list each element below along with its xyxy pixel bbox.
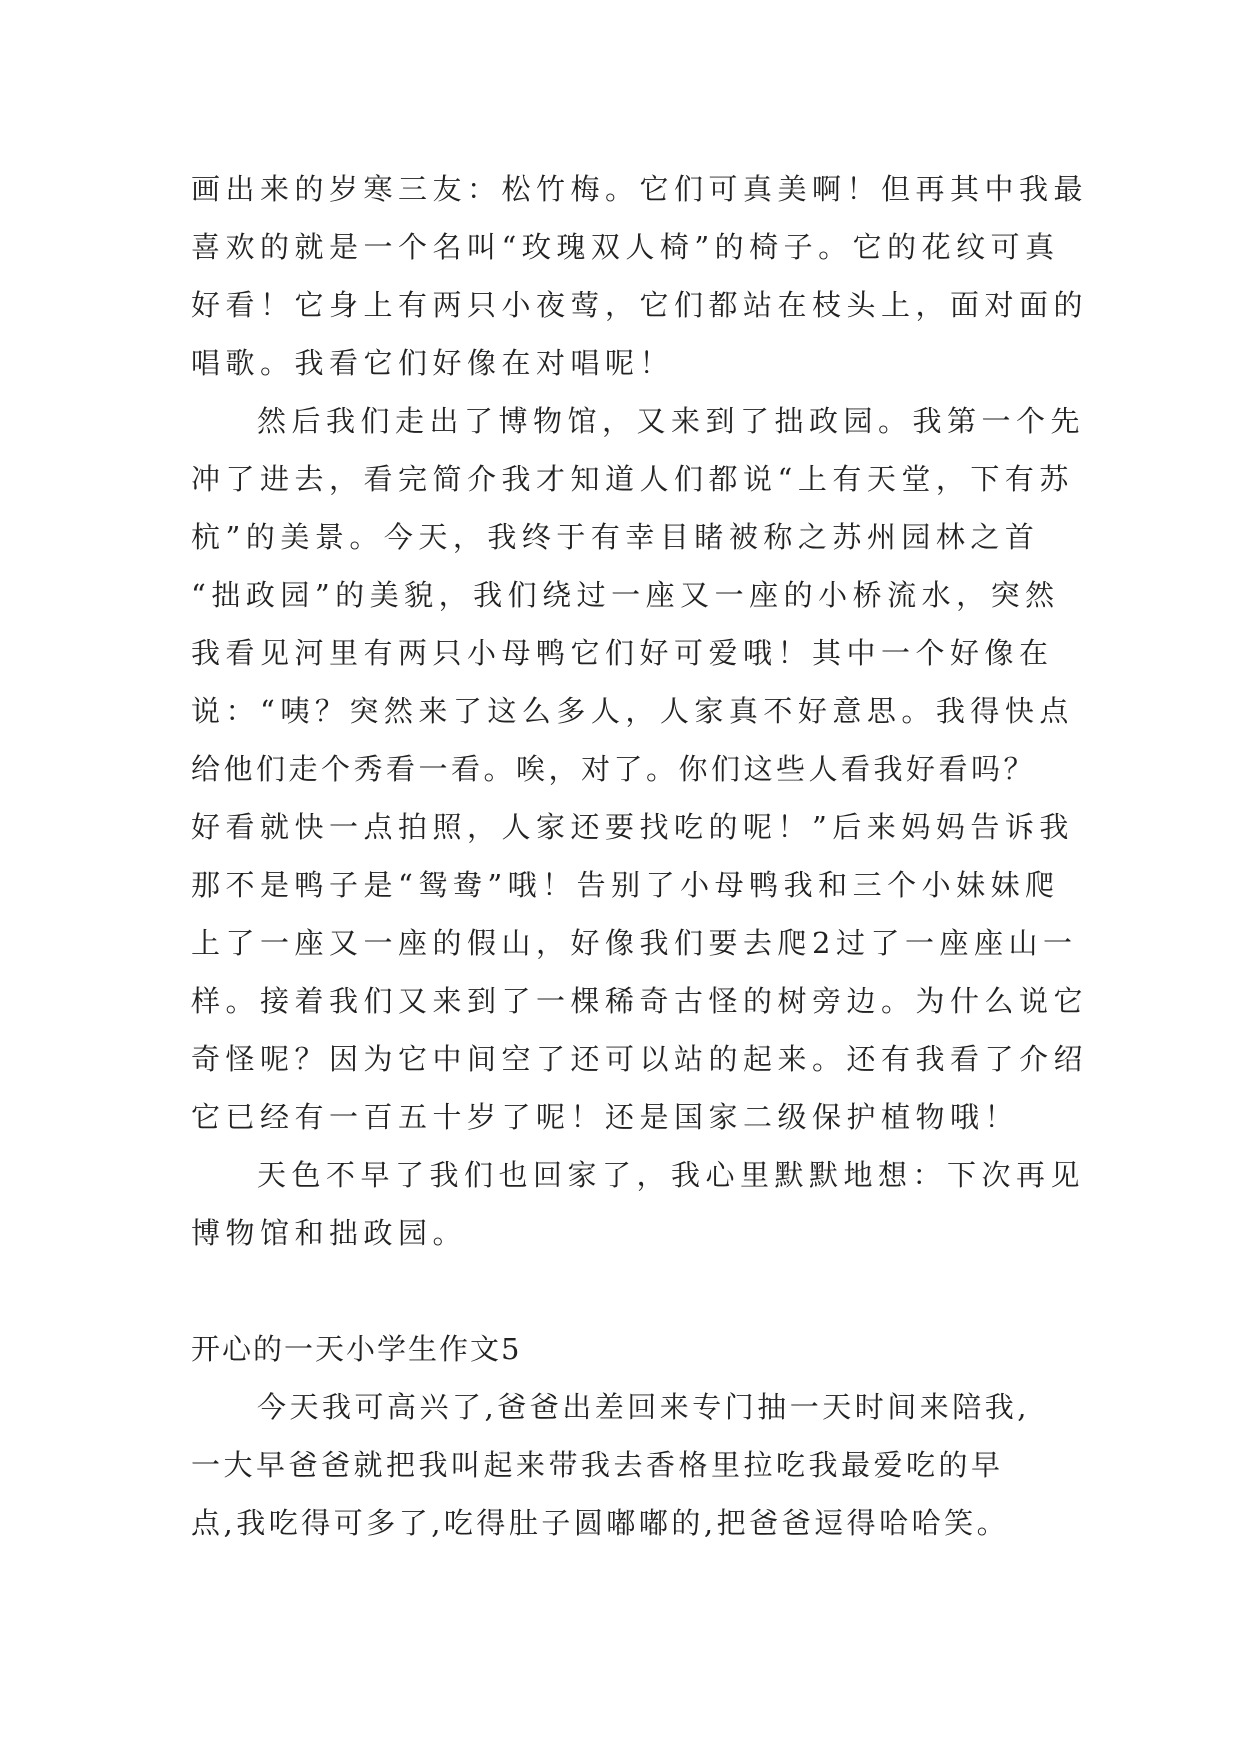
text-line: 今天我可高兴了,爸爸出差回来专门抽一天时间来陪我, <box>257 1390 1030 1424</box>
text-line: 我看见河里有两只小母鸭它们好可爱哦！其中一个好像在 <box>191 636 1054 670</box>
text-line: 奇怪呢？因为它中间空了还可以站的起来。还有我看了介绍 <box>191 1042 1089 1076</box>
text-line: 点,我吃得可多了,吃得肚子圆嘟嘟的,把爸爸逗得哈哈笑。 <box>191 1506 1010 1540</box>
text-line: 好看就快一点拍照，人家还要找吃的呢！”后来妈妈告诉我 <box>191 810 1074 844</box>
text-line: 上了一座又一座的假山，好像我们要去爬2过了一座座山一 <box>191 926 1078 960</box>
essay-text <box>191 160 1089 1552</box>
paragraph-going-home <box>191 1146 1086 1262</box>
text-line: 样。接着我们又来到了一棵稀奇古怪的树旁边。为什么说它 <box>191 984 1089 1018</box>
text-line: 喜欢的就是一个名叫“玫瑰双人椅”的椅子。它的花纹可真 <box>191 230 1060 264</box>
text-line: 然后我们走出了博物馆，又来到了拙政园。我第一个先 <box>257 404 1086 438</box>
text-line: 它已经有一百五十岁了呢！还是国家二级保护植物哦！ <box>191 1100 1020 1134</box>
paragraph-humble-garden <box>191 392 1089 1146</box>
text-line: 一大早爸爸就把我叫起来带我去香格里拉吃我最爱吃的早 <box>191 1448 1004 1482</box>
essay-heading: 开心的一天小学生作文5 <box>191 1332 522 1366</box>
text-line: 说：“咦？突然来了这么多人，人家真不好意思。我得快点 <box>191 694 1074 728</box>
text-line: 冲了进去，看完简介我才知道人们都说“上有天堂，下有苏 <box>191 462 1074 496</box>
section-spacer <box>191 1262 1071 1320</box>
text-line: “拙政园”的美貌，我们绕过一座又一座的小桥流水，突然 <box>191 578 1060 612</box>
text-line: 画出来的岁寒三友：松竹梅。它们可真美啊！但再其中我最 <box>191 172 1089 206</box>
text-line: 那不是鸭子是“鸳鸯”哦！告别了小母鸭我和三个小妹妹爬 <box>191 868 1060 902</box>
paragraph-happy-day <box>191 1378 1071 1552</box>
text-line: 好看！它身上有两只小夜莺，它们都站在枝头上，面对面的 <box>191 288 1089 322</box>
text-line: 给他们走个秀看一看。唉，对了。你们这些人看我好看吗？ <box>191 752 1037 786</box>
paragraph-museum-chair <box>191 160 1089 392</box>
text-line: 博物馆和拙政园。 <box>191 1216 468 1250</box>
text-line: 唱歌。我看它们好像在对唱呢！ <box>191 346 675 380</box>
text-line: 杭”的美景。今天，我终于有幸目睹被称之苏州园林之首 <box>191 520 1040 554</box>
text-line: 天色不早了我们也回家了，我心里默默地想：下次再见 <box>257 1158 1086 1192</box>
